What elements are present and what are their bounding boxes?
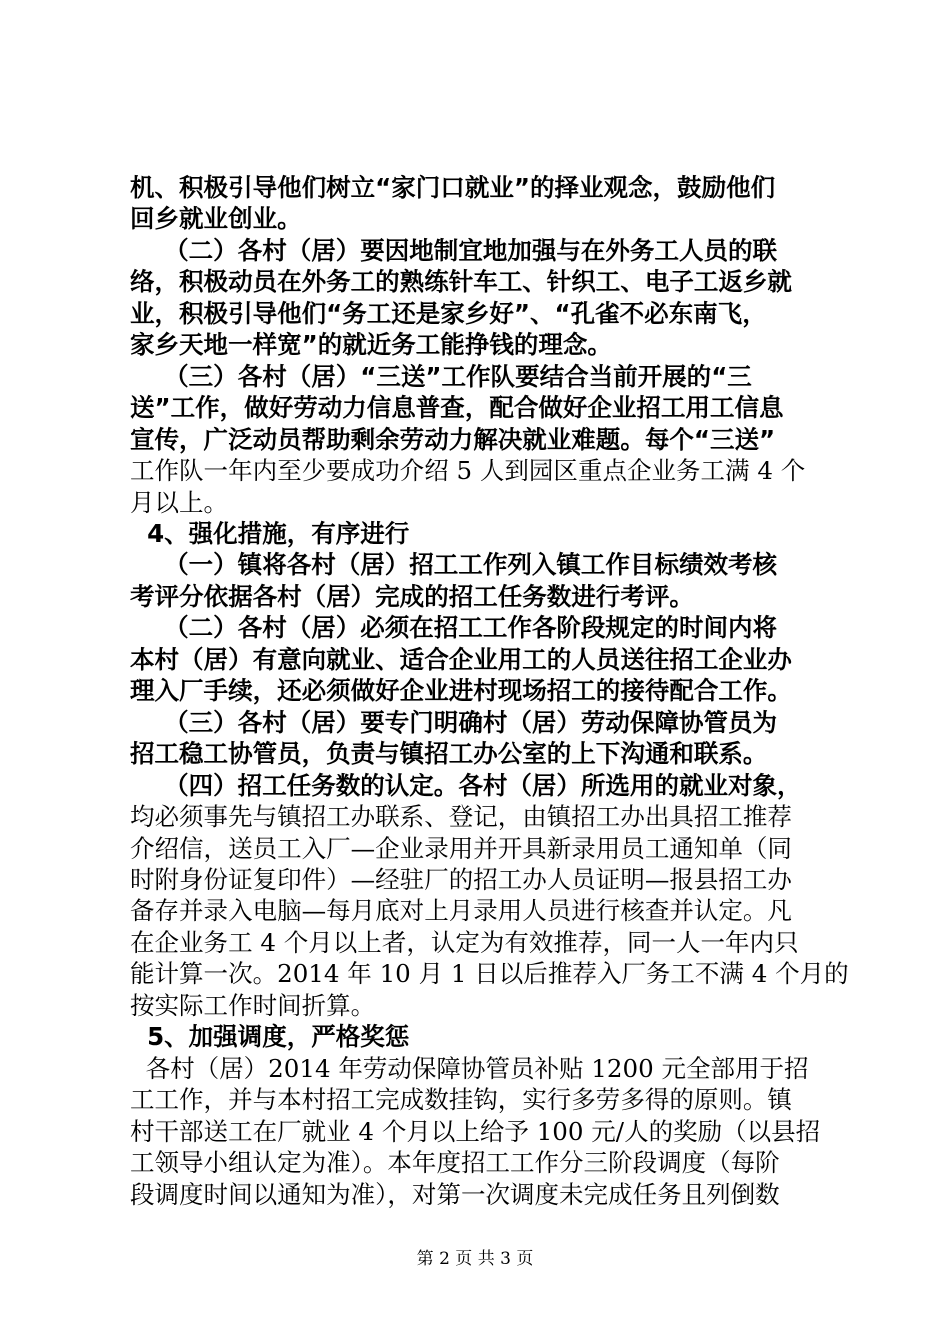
text-line: 考评分依据各村（居）完成的招工任务数进行考评。 <box>130 581 694 611</box>
text-line: 各村（居）2014 年劳动保障协管员补贴 1200 元全部用于招 <box>130 1053 809 1083</box>
text-line: 工工作，并与本村招工完成数挂钩，实行多劳多得的原则。镇 <box>130 1085 792 1115</box>
text-line: 按实际工作时间折算。 <box>130 990 376 1020</box>
text-line: （二）各村（居）要因地制宜地加强与在外务工人员的联 <box>130 235 778 265</box>
text-line: 月以上。 <box>130 487 229 517</box>
text-line: 能计算一次。2014 年 10 月 1 日以后推荐入厂务工不满 4 个月的 <box>130 959 849 989</box>
text-line: （二）各村（居）必须在招工工作各阶段规定的时间内将 <box>130 613 778 643</box>
text-line: 村干部送工在厂就业 4 个月以上给予 100 元/人的奖励（以县招 <box>130 1116 821 1146</box>
page-footer: 第 2 页 共 3 页 <box>416 1249 534 1269</box>
text-line: 机、积极引导他们树立“家门口就业”的择业观念，鼓励他们 <box>130 173 776 202</box>
text-line: 工作队一年内至少要成功介绍 5 人到园区重点企业务工满 4 个 <box>130 456 806 486</box>
text-line: （三）各村（居）“三送”工作队要结合当前开展的“三 <box>130 361 752 391</box>
text-line: 时附身份证复印件）—经驻厂的招工办人员证明—报县招工办 <box>130 865 792 894</box>
text-line: 工领导小组认定为准）。本年度招工工作分三阶段调度（每阶 <box>130 1148 780 1178</box>
text-line: 络，积极动员在外务工的熟练针车工、针织工、电子工返乡就 <box>130 267 792 297</box>
text-line: （四）招工任务数的认定。各村（居）所选用的就业对象， <box>130 770 802 800</box>
text-line: 送”工作，做好劳动力信息普查，配合做好企业招工用工信息 <box>130 393 784 423</box>
text-line: 均必须事先与镇招工办联系、登记，由镇招工办出具招工推荐 <box>130 802 792 832</box>
text-line: 本村（居）有意向就业、适合企业用工的人员送往招工企业办 <box>130 644 792 674</box>
text-line: 回乡就业创业。 <box>130 204 302 234</box>
text-line: 在企业务工 4 个月以上者，认定为有效推荐，同一人一年内只 <box>130 927 799 957</box>
section-heading: 5、加强调度，严格奖惩 <box>130 1022 410 1052</box>
text-line: （三）各村（居）要专门明确村（居）劳动保障协管员为 <box>130 707 778 737</box>
text-line: 家乡天地一样宽”的就近务工能挣钱的理念。 <box>130 330 612 360</box>
text-line: 宣传，广泛动员帮助剩余劳动力解决就业难题。每个“三送” <box>130 424 776 454</box>
text-line: 段调度时间以通知为准），对第一次调度未完成任务且列倒数 <box>130 1179 780 1209</box>
text-line: 介绍信，送员工入厂—企业录用并开具新录用员工通知单（同 <box>130 833 792 863</box>
section-heading: 4、强化措施，有序进行 <box>130 519 410 548</box>
text-line: 备存并录入电脑—每月底对上月录用人员进行核查并认定。凡 <box>130 896 792 926</box>
text-line: 招工稳工协管员，负责与镇招工办公室的上下沟通和联系。 <box>130 739 768 769</box>
text-line: 业，积极引导他们“务工还是家乡好”、“孔雀不必东南飞， <box>130 298 767 328</box>
text-line: 理入厂手续，还必须做好企业进村现场招工的接待配合工作。 <box>130 676 792 706</box>
text-line: （一）镇将各村（居）招工工作列入镇工作目标绩效考核 <box>130 550 778 580</box>
